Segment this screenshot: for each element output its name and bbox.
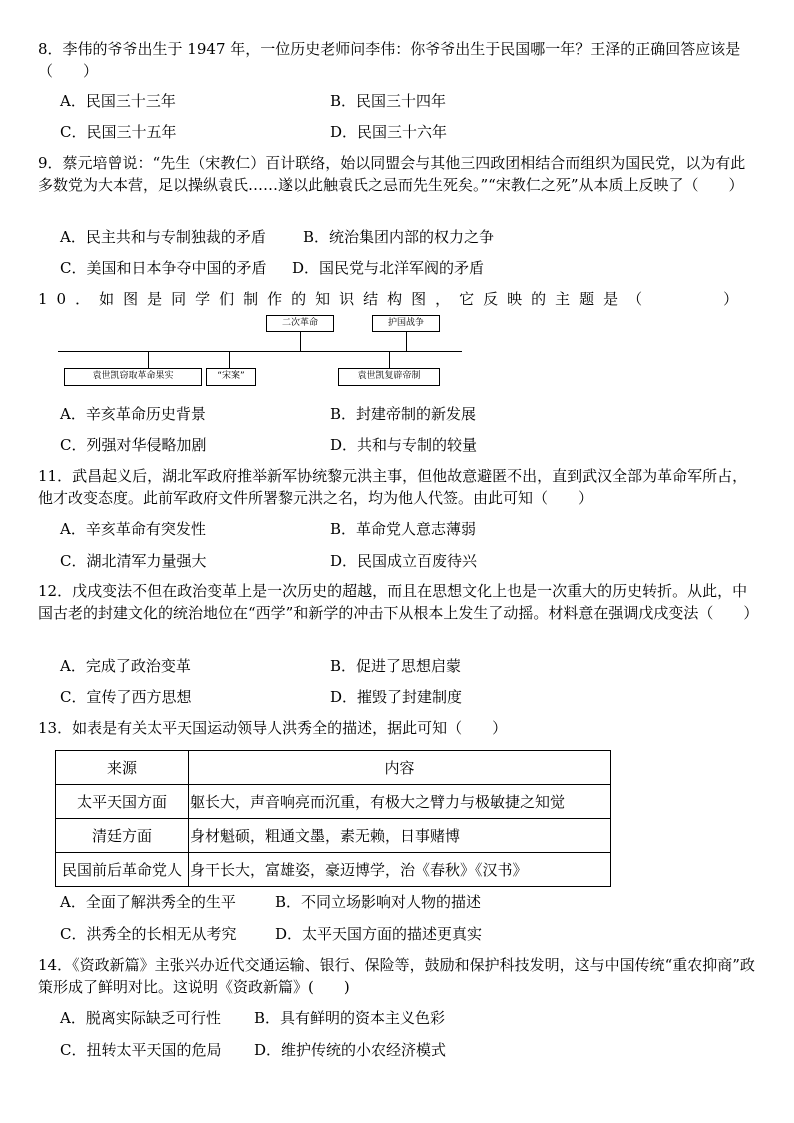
table-header-content: 内容 [189, 751, 611, 785]
question-11-stem: 11．武昌起义后，湖北军政府推举新军协统黎元洪主事，但他故意避匿不出，直到武汉全部为革命军所占，他才改变态度。此前军政府文件所署黎元洪之名，均为他人代签。由此可知（ ） [38, 467, 748, 507]
q8-option-c[interactable]: C．民国三十五年 [60, 123, 177, 141]
diagram-connector [148, 351, 149, 368]
question-14-stem: 14．《资政新篇》主张兴办近代交通运输、银行、保险等，鼓励和保护科技发明，这与中国传统“重农抑商”政策形成了鲜明对比。这说明《资政新篇》( ) [38, 956, 755, 996]
q13-option-b[interactable]: B．不同立场影响对人物的描述 [275, 893, 482, 911]
question-10-stem: 10．如图是同学们制作的知识结构图，它反映的主题是（ ） [38, 290, 748, 308]
table-row [56, 819, 611, 853]
diagram-box-second-revolution: 二次革命 [266, 315, 334, 332]
table-cell-source: 太平天国方面 [56, 785, 189, 819]
q11-option-d[interactable]: D．民国成立百废待兴 [330, 552, 478, 570]
q14-option-a[interactable]: A．脱离实际缺乏可行性 [60, 1009, 221, 1027]
diagram-box-yuan-restores-monarchy: 袁世凯复辟帝制 [338, 368, 440, 386]
q9-option-c[interactable]: C．美国和日本争夺中国的矛盾 [60, 259, 267, 277]
q11-option-a[interactable]: A．辛亥革命有突发性 [60, 520, 206, 538]
table-cell-content: 身材魁硕，粗通文墨，素无赖，日事赌博 [189, 819, 611, 853]
question-12-stem: 12．戊戌变法不但在政治变革上是一次历史的超越，而且在思想文化上也是一次重大的历史转折。从此，中国古老的封建文化的统治地位在“西学”和新学的冲击下从根本上发生了动摇。材料意在强调戊戌变法（ ） [38, 582, 759, 622]
q9-option-b[interactable]: B．统治集团内部的权力之争 [303, 228, 495, 246]
question-9-stem: 9．蔡元培曾说：“先生（宋教仁）百计联络，始以同盟会与其他三四政团相结合而组织为国民党，以为有此多数党为大本营，足以操纵袁氏……遂以此触袁氏之忌而先生死矣。”“宋教仁之死”从本质上反映了（ ） [38, 154, 746, 194]
table-row [56, 785, 611, 819]
q8-option-a[interactable]: A．民国三十三年 [60, 92, 176, 110]
table-cell-source: 民国前后革命党人 [56, 853, 189, 887]
q12-option-b[interactable]: B．促进了思想启蒙 [330, 657, 462, 675]
q10-option-d[interactable]: D．共和与专制的较量 [330, 436, 478, 454]
q10-option-a[interactable]: A．辛亥革命历史背景 [60, 405, 206, 423]
q14-option-d[interactable]: D．维护传统的小农经济模式 [254, 1041, 447, 1059]
table-cell-source: 清廷方面 [56, 819, 189, 853]
q12-option-d[interactable]: D．摧毁了封建制度 [330, 688, 463, 706]
table-cell-content: 躯长大，声音响亮而沉重，有极大之臂力与极敏捷之知觉 [189, 785, 611, 819]
q13-option-d[interactable]: D．太平天国方面的描述更真实 [275, 925, 483, 943]
q9-option-a[interactable]: A．民主共和与专制独裁的矛盾 [60, 228, 266, 246]
question-8-stem: 8．李伟的爷爷出生于 1947 年，一位历史老师问李伟：你爷爷出生于民国哪一年？王泽的正确回答应该是（ ） [38, 40, 741, 80]
question-13-stem: 13．如表是有关太平天国运动领导人洪秀全的描述，据此可知（ ） [38, 719, 508, 737]
diagram-box-song-case: “宋案” [206, 368, 256, 386]
diagram-connector [406, 332, 407, 351]
q13-option-a[interactable]: A．全面了解洪秀全的生平 [60, 893, 236, 911]
hong-xiuquan-description-table [55, 750, 611, 887]
q13-option-c[interactable]: C．洪秀全的长相无从考究 [60, 925, 237, 943]
table-header-source: 来源 [56, 751, 189, 785]
table-cell-content: 身干长大，富雄姿，豪迈博学，治《春秋》《汉书》 [189, 853, 611, 887]
q8-option-b[interactable]: B．民国三十四年 [330, 92, 447, 110]
diagram-connector [300, 332, 301, 351]
diagram-timeline [58, 351, 462, 352]
q11-option-b[interactable]: B．革命党人意志薄弱 [330, 520, 477, 538]
q9-option-d[interactable]: D．国民党与北洋军阀的矛盾 [292, 259, 485, 277]
diagram-connector [229, 351, 230, 368]
q12-option-c[interactable]: C．宣传了西方思想 [60, 688, 192, 706]
q10-option-c[interactable]: C．列强对华侵略加剧 [60, 436, 207, 454]
diagram-box-national-protection-war: 护国战争 [372, 315, 440, 332]
q10-option-b[interactable]: B．封建帝制的新发展 [330, 405, 477, 423]
diagram-connector [389, 351, 390, 368]
q14-option-b[interactable]: B．具有鲜明的资本主义色彩 [254, 1009, 446, 1027]
q12-option-a[interactable]: A．完成了政治变革 [60, 657, 191, 675]
table-header-row [56, 751, 611, 785]
knowledge-structure-diagram [58, 312, 462, 392]
q14-option-c[interactable]: C．扭转太平天国的危局 [60, 1041, 222, 1059]
diagram-box-yuan-seizes-fruits: 袁世凯窃取革命果实 [64, 368, 202, 386]
q8-option-d[interactable]: D．民国三十六年 [330, 123, 448, 141]
table-row [56, 853, 611, 887]
q11-option-c[interactable]: C．湖北清军力量强大 [60, 552, 207, 570]
